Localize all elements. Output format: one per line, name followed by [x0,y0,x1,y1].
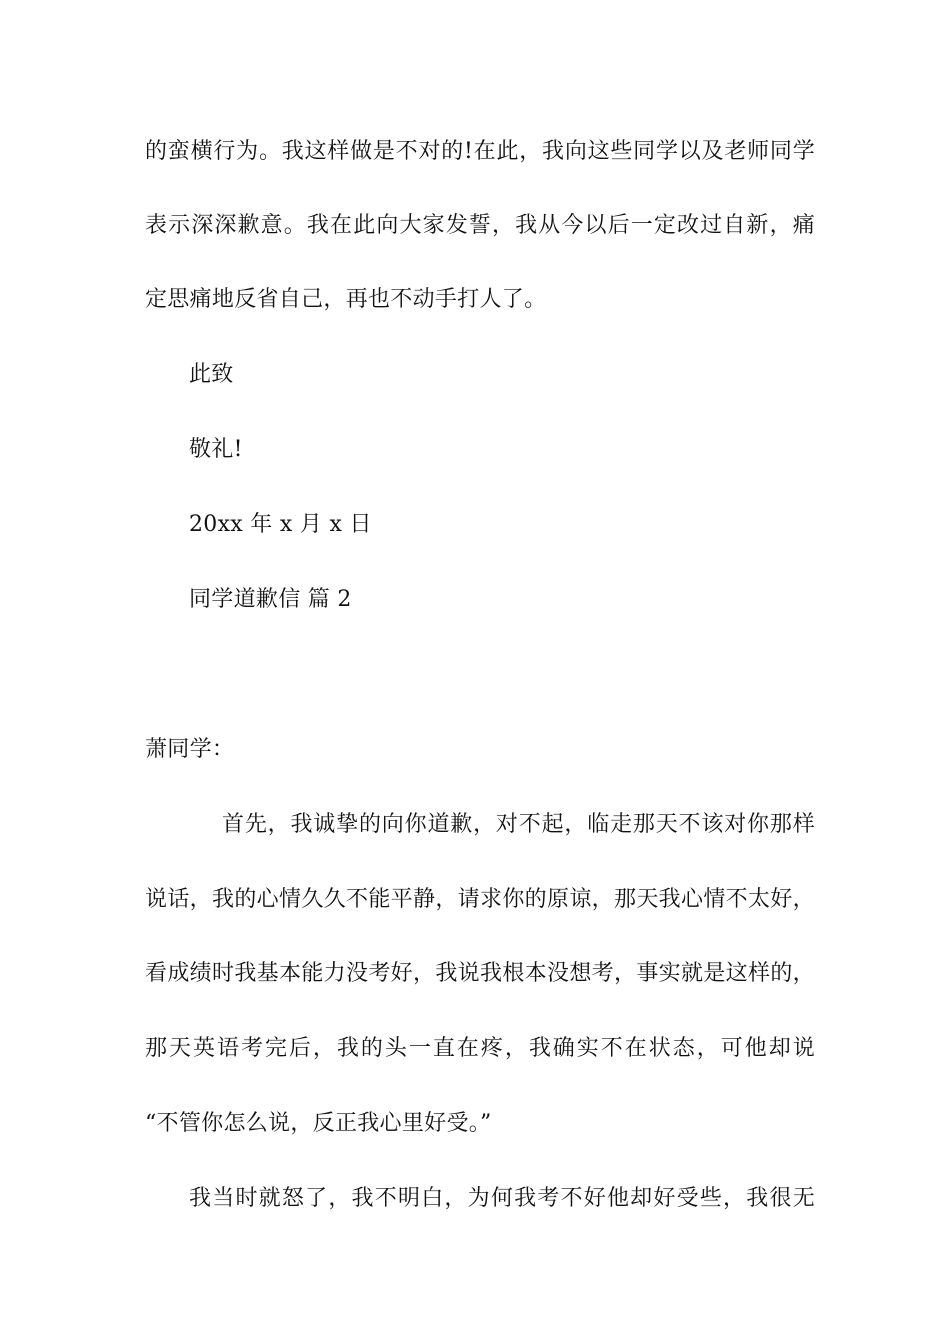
paragraph-line: 那天英语考完后，我的头一直在疼，我确实不在状态，可他却说 [145,1036,815,1061]
paragraph-line: 定思痛地反省自己，再也不动手打人了。 [145,287,547,312]
paragraph-line: 看成绩时我基本能力没考好，我说我根本没想考，事实就是这样的， [145,961,815,986]
section-heading: 同学道歉信 篇 2 [189,587,352,612]
paragraph-line: 我当时就怒了，我不明白，为何我考不好他却好受些，我很无 [189,1186,815,1211]
paragraph-line: 的蛮横行为。我这样做是不对的!在此，我向这些同学以及老师同学 [145,139,815,164]
quoted-line: “不管你怎么说，反正我心里好受。” [145,1111,492,1136]
paragraph-line: 表示深深歉意。我在此向大家发誓，我从今以后一定改过自新，痛 [145,213,815,238]
paragraph-line: 说话，我的心情久久不能平静，请求你的原谅，那天我心情不太好， [145,887,815,912]
closing-regards: 敬礼! [189,437,243,462]
letter-greeting: 萧同学： [145,737,235,762]
letter-date: 20xx 年 x 月 x 日 [189,512,372,537]
paragraph-line: 首先，我诚挚的向你道歉，对不起，临走那天不该对你那样 [222,812,815,837]
closing-salutation: 此致 [189,362,234,387]
